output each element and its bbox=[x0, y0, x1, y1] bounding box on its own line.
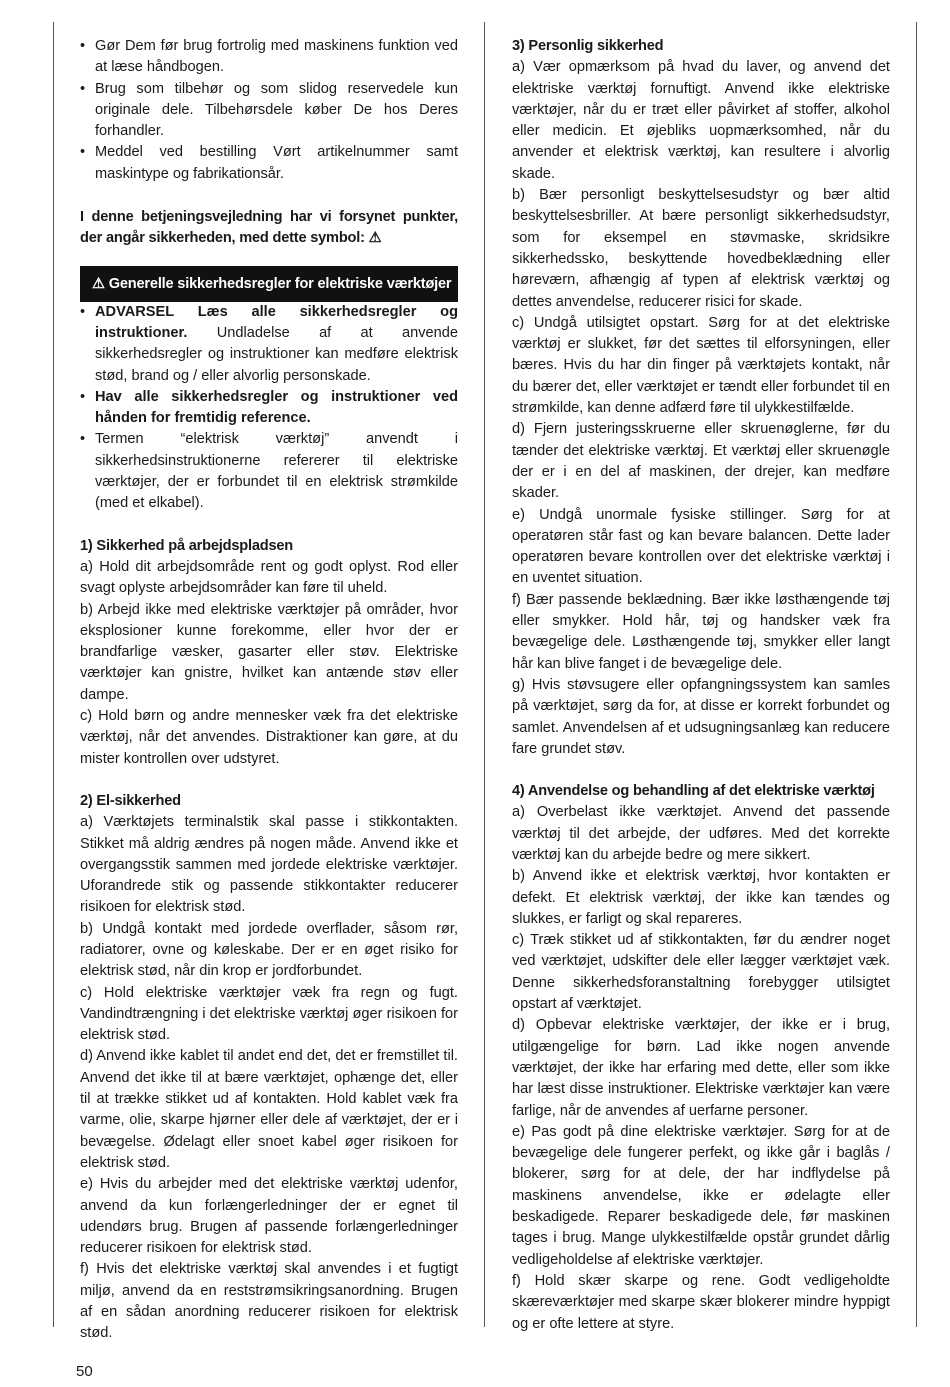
right-margin-rule bbox=[916, 22, 917, 1327]
section-paragraph: d) Anvend ikke kablet til andet end det, det er fremstillet til. Anvend det ikke til at bære værktøjet, ophænge det, eller til at trække stikket ud af kontakten. Hold kablet væk fra varme, olie, skarpe hjørner eller dele af værktøjet, der er i bevægelse. Ødelagt eller snoet kabel øger risikoen for elektrisk stød. bbox=[80, 1048, 458, 1171]
intro-bullet-list bbox=[80, 36, 458, 185]
section-paragraph: c) Træk stikket ud af stikkontakten, før du ændrer noget ved værktøjet, udskifter dele eller lægger værktøjet væk. Denne sikkerhedsforanstaltning forebygger utilsigtet opstart af værktøjet. bbox=[512, 932, 890, 1013]
section-paragraph: b) Anvend ikke et elektrisk værktøj, hvor kontakten er defekt. Et elektrisk værktøj, der ikke kan tændes og slukkes, er farligt og skal repareres. bbox=[512, 868, 890, 927]
section-heading: 2) El-sikkerhed bbox=[80, 792, 181, 809]
section-paragraph: f) Hvis det elektriske værktøj skal anvendes i et fugtigt miljø, anvend da en reststrømsikringsanordning. Brugen af en sådan anordning reducerer risikoen for elektrisk stød. bbox=[80, 1261, 458, 1342]
section-paragraph: f) Hold skær skarpe og rene. Godt vedligeholdte skæreværktøjer med skarpe skær blokerer mindre hyppigt og er ofte lettere at styre. bbox=[512, 1272, 890, 1332]
section-paragraph: b) Undgå kontakt med jordede overflader, såsom rør, radiatorer, ovne og køleskabe. Der er en øget risiko for elektrisk stød, når din krop er jordforbundet. bbox=[80, 920, 458, 980]
list-item: • Gør Dem før brug fortrolig med maskinens funktion ved at læse håndbogen. bbox=[80, 36, 458, 79]
page-number: 50 bbox=[76, 1363, 93, 1380]
section-paragraph: a) Overbelast ikke værktøjet. Anvend det passende værktøj til det arbejde, der udføres. Med det korrekte værktøj kan du arbejde bedre og mere sikkert. bbox=[512, 804, 890, 863]
list-item: • Meddel ved bestilling Vørt artikelnummer samt maskintype og fabrikationsår. bbox=[80, 142, 458, 185]
general-safety-banner: ⚠ Generelle sikkerhedsregler for elektriske værktøjer bbox=[80, 266, 458, 302]
section-paragraph: c) Hold børn og andre mennesker væk fra det elektriske værktøj, når det anvendes. Distraktioner kan gøre, at du mister kontrollen over udstyret. bbox=[80, 708, 458, 767]
section-paragraph: b) Arbejd ikke med elektriske værktøjer på områder, hvor eksplosioner kunne forekomme, eller hvor der er brandfarlige væsker, gasarter eller støv. Elektriske værktøjer kan gnistre, hvilket kan antænde støv eller dampe. bbox=[80, 601, 458, 703]
left-margin-rule bbox=[53, 22, 54, 1327]
right-column bbox=[512, 36, 890, 1335]
section-paragraph: a) Vær opmærksom på hvad du laver, og anvend det elektriske værktøj fornuftigt. Anvend ikke elektriske værktøjer, når du er træt eller påvirket af stoffer, alkohol eller medicin. Et øjebliks uopmærksomhed, når du anvender et elektrisk værktøj, kan resultere i alvorlig skade. bbox=[512, 59, 890, 182]
warning-text: Termen “elektrisk værktøj” anvendt i sikkerhedsinstruktionerne refererer til elektriske værktøjer, der er forbundet til en elektrisk strømkilde (med et elkabel). bbox=[95, 431, 458, 512]
warning-bullet-list bbox=[80, 302, 458, 515]
warning-text: Undladelse af at anvende sikkerhedsregler og instruktioner kan medføre elektrisk stød, brand og / eller alvorlig personskade. bbox=[95, 324, 458, 384]
section-paragraph: d) Opbevar elektriske værktøjer, der ikke er i brug, utilgængelige for børn. Lad ikke nogen anvende værktøjet, der ikke har erfaring med dette, eller som ikke har læst disse instruktioner. Elektriske værktøjer kan være farlige, når de anvendes af uerfarne personer. bbox=[512, 1017, 890, 1119]
column-divider-rule bbox=[484, 22, 485, 1327]
section-paragraph: e) Pas godt på dine elektriske værktøjer. Sørg for at de bevægelige dele fungerer perfekt, og ikke går i baglås / blokerer, sørg for at dele, der har indflydelse på maskinens anvendelse, ikke er ødelagte eller beskadigede. Reparer beskadigede dele, før maskinen tages i brug. Mange ulykkestilfælde opstår grundet dårlig vedligeholdelse af elektriske værktøjer. bbox=[512, 1123, 890, 1268]
section-paragraph: c) Hold elektriske værktøjer væk fra regn og fugt. Vandindtrængning i det elektriske værktøj øger risikoen for elektrisk stød. bbox=[80, 984, 458, 1044]
section-heading: 1) Sikkerhed på arbejdspladsen bbox=[80, 537, 293, 554]
section-paragraph: b) Bær personligt beskyttelsesudstyr og bær altid beskyttelsesbriller. At bære personligt sikkerhedsudstyr, som for eksempel en støvmaske, skridsikre sikkerhedssko, beskyttende hovedbeklædning eller høreværn, afhængig af typen af elektrisk værktøj og dettes anvendelse, reducerer risici for skade. bbox=[512, 187, 890, 310]
section-paragraph: a) Hold dit arbejdsområde rent og godt oplyst. Rod eller svagt oplyste arbejdsområder kan føre til uheld. bbox=[80, 558, 458, 597]
warning-bold-text: Hav alle sikkerhedsregler og instruktioner ved hånden for fremtidig reference. bbox=[95, 388, 458, 427]
list-item bbox=[80, 429, 458, 514]
section-paragraph: e) Undgå unormale fysiske stillinger. Sørg for at operatøren står fast og kan bevare balancen. Dette lader operatøren bevare kontrollen over det elektriske værktøj i en uventet situation. bbox=[512, 506, 890, 587]
warning-bold-text: ADVARSEL Læs alle sikkerhedsregler og instruktioner. bbox=[95, 303, 458, 341]
left-column bbox=[80, 36, 458, 1345]
section-paragraph: f) Bær passende beklædning. Bær ikke løsthængende tøj eller smykker. Hold hår, tøj og handsker væk fra bevægelige dele. Løsthængende tøj, smykker eller langt hår kan blive fanget i de bevægelige dele. bbox=[512, 591, 890, 672]
section-paragraph: d) Fjern justeringsskruerne eller skruenøglerne, før du tænder det elektriske værktøj. Et værktøj eller skruenøgle der er i en del af maskinen, der drejer, kan medføre skader. bbox=[512, 421, 890, 502]
section-paragraph: a) Værktøjets terminalstik skal passe i stikkontakten. Stikket må aldrig ændres på nogen måde. Anvend ikke et overgangsstik sammen med jordede elektriske værktøjer. Uforandrede stik og passende stikkontakter reducerer risikoen for elektrisk stød. bbox=[80, 814, 458, 916]
safety-symbol-note: I denne betjeningsvejledning har vi forsynet punkter, der angår sikkerheden, med dette symbol: ⚠ bbox=[80, 209, 458, 247]
section-heading: 4) Anvendelse og behandling af det elektriske værktøj bbox=[512, 783, 875, 800]
list-item bbox=[80, 302, 458, 387]
list-item bbox=[80, 387, 458, 430]
section-paragraph: g) Hvis støvsugere eller opfangningssystem kan samles på værktøjet, sørg da for, at disse er korrekt forbundet og samlet. Anvendelsen af et udsugningsanlæg kan reducere fare grundet støv. bbox=[512, 676, 890, 757]
section-heading: 3) Personlig sikkerhed bbox=[512, 38, 664, 54]
list-item: • Brug som tilbehør og som slidog reservedele kun originale dele. Tilbehørsdele køber De hos Deres forhandler. bbox=[80, 79, 458, 143]
section-paragraph: c) Undgå utilsigtet opstart. Sørg for at det elektriske værktøj er slukket, før det sættes til elforsyningen, eller bæres. Hvis du har din finger på værktøjets kontakt, når du bærer det, eller værktøjet er tændt eller forbundet til en strømkilde, kan denne adfærd føre til ulykkestilfælde. bbox=[512, 314, 890, 417]
section-paragraph: e) Hvis du arbejder med det elektriske værktøj udenfor, anvend da kun forlængerledninger der er egnet til udendørs brug. Brugen af passende forlængerledninger reducerer risikoen for elektrisk stød. bbox=[80, 1176, 458, 1257]
